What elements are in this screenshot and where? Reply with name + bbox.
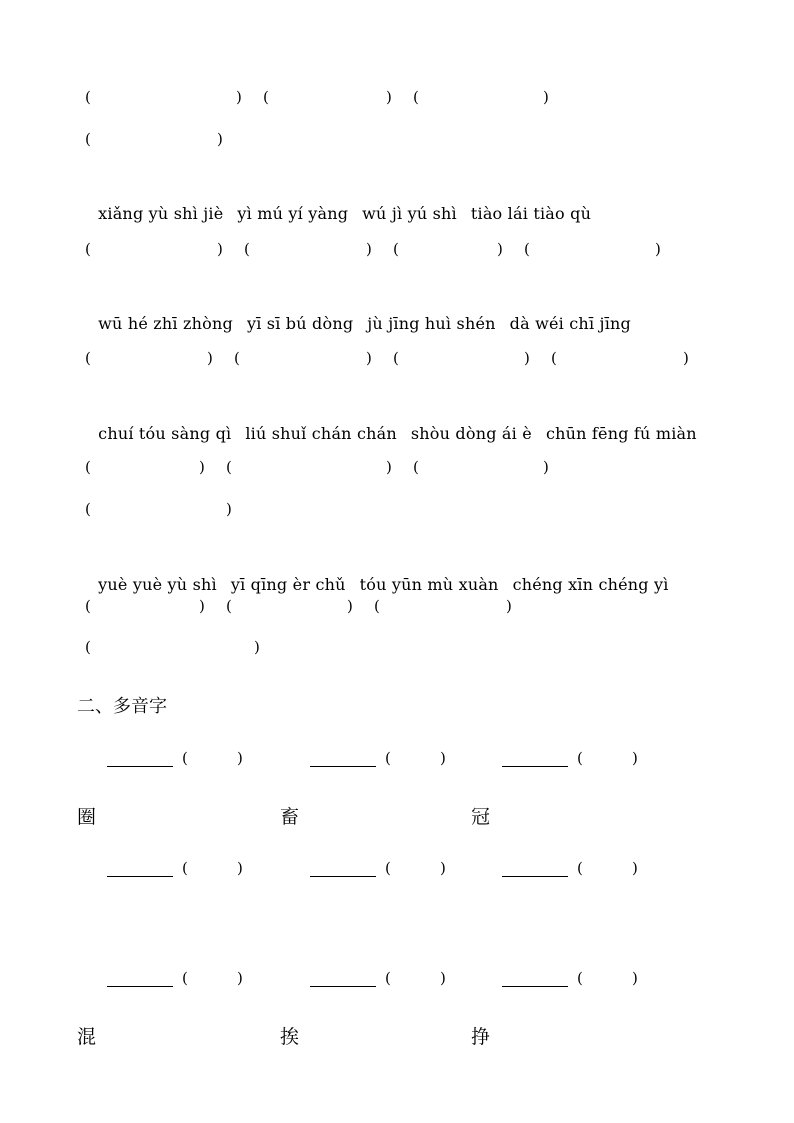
pinyin-phrase: yuè yuè yù shì	[98, 575, 217, 594]
close-paren: )	[497, 240, 503, 258]
open-paren: (	[85, 130, 91, 148]
pinyin-phrase: yī sī bú dòng	[246, 314, 354, 333]
open-paren: (	[374, 597, 380, 615]
close-paren: )	[386, 458, 392, 476]
close-paren: )	[237, 749, 243, 767]
polyphone-char: 挣	[471, 1026, 491, 1048]
open-paren: (	[393, 349, 399, 367]
pinyin-line	[77, 185, 605, 242]
close-paren: )	[347, 597, 353, 615]
open-paren: (	[577, 749, 583, 767]
pinyin-phrase: chuí tóu sàng qì	[98, 424, 232, 443]
close-paren: )	[254, 638, 260, 656]
close-paren: )	[440, 969, 446, 987]
close-paren: )	[683, 349, 689, 367]
open-paren: (	[85, 88, 91, 106]
close-paren: )	[440, 859, 446, 877]
open-paren: (	[263, 88, 269, 106]
open-paren: (	[182, 859, 188, 877]
polyphone-char: 畜	[280, 806, 300, 828]
close-paren: )	[524, 349, 530, 367]
close-paren: )	[632, 859, 638, 877]
pinyin-phrase: dà wéi chī jīng	[509, 314, 631, 333]
close-paren: )	[199, 458, 205, 476]
polyphone-char: 混	[77, 1026, 97, 1048]
polyphone-char: 圈	[77, 806, 97, 828]
pinyin-phrase: wú jì yú shì	[362, 204, 457, 223]
close-paren: )	[226, 500, 232, 518]
open-paren: (	[385, 859, 391, 877]
polyphone-char: 冠	[471, 806, 491, 828]
open-paren: (	[226, 458, 232, 476]
pinyin-phrase: yī qīng èr chǔ	[230, 575, 346, 594]
close-paren: )	[386, 88, 392, 106]
polyphone-char: 挨	[280, 1026, 300, 1048]
open-paren: (	[577, 969, 583, 987]
close-paren: )	[632, 969, 638, 987]
close-paren: )	[506, 597, 512, 615]
open-paren: (	[85, 349, 91, 367]
close-paren: )	[543, 88, 549, 106]
close-paren: )	[237, 969, 243, 987]
open-paren: (	[85, 638, 91, 656]
pinyin-phrase: chéng xīn chéng yì	[512, 575, 669, 594]
open-paren: (	[234, 349, 240, 367]
open-paren: (	[182, 749, 188, 767]
close-paren: )	[236, 88, 242, 106]
close-paren: )	[237, 859, 243, 877]
open-paren: (	[85, 500, 91, 518]
pinyin-phrase: shòu dòng ái è	[410, 424, 532, 443]
open-paren: (	[524, 240, 530, 258]
pinyin-phrase: tiào lái tiào qù	[470, 204, 592, 223]
open-paren: (	[85, 597, 91, 615]
pinyin-line	[77, 405, 711, 462]
close-paren: )	[366, 240, 372, 258]
close-paren: )	[632, 749, 638, 767]
open-paren: (	[85, 458, 91, 476]
open-paren: (	[244, 240, 250, 258]
close-paren: )	[217, 130, 223, 148]
pinyin-phrase: yì mú yí yàng	[237, 204, 349, 223]
close-paren: )	[440, 749, 446, 767]
open-paren: (	[226, 597, 232, 615]
pinyin-phrase: chūn fēng fú miàn	[545, 424, 697, 443]
pinyin-phrase: liú shuǐ chán chán	[245, 424, 397, 443]
pinyin-phrase: tóu yūn mù xuàn	[359, 575, 499, 594]
close-paren: )	[199, 597, 205, 615]
open-paren: (	[385, 969, 391, 987]
pinyin-line	[77, 295, 645, 352]
open-paren: (	[413, 458, 419, 476]
pinyin-phrase: wū hé zhī zhòng	[98, 314, 233, 333]
open-paren: (	[393, 240, 399, 258]
open-paren: (	[577, 859, 583, 877]
open-paren: (	[182, 969, 188, 987]
close-paren: )	[543, 458, 549, 476]
pinyin-phrase: jù jīng huì shén	[367, 314, 496, 333]
section-heading: 二、多音字	[77, 696, 167, 717]
close-paren: )	[217, 240, 223, 258]
open-paren: (	[85, 240, 91, 258]
open-paren: (	[385, 749, 391, 767]
open-paren: (	[551, 349, 557, 367]
close-paren: )	[207, 349, 213, 367]
close-paren: )	[655, 240, 661, 258]
pinyin-phrase: xiǎng yù shì jiè	[98, 204, 224, 223]
open-paren: (	[413, 88, 419, 106]
close-paren: )	[366, 349, 372, 367]
